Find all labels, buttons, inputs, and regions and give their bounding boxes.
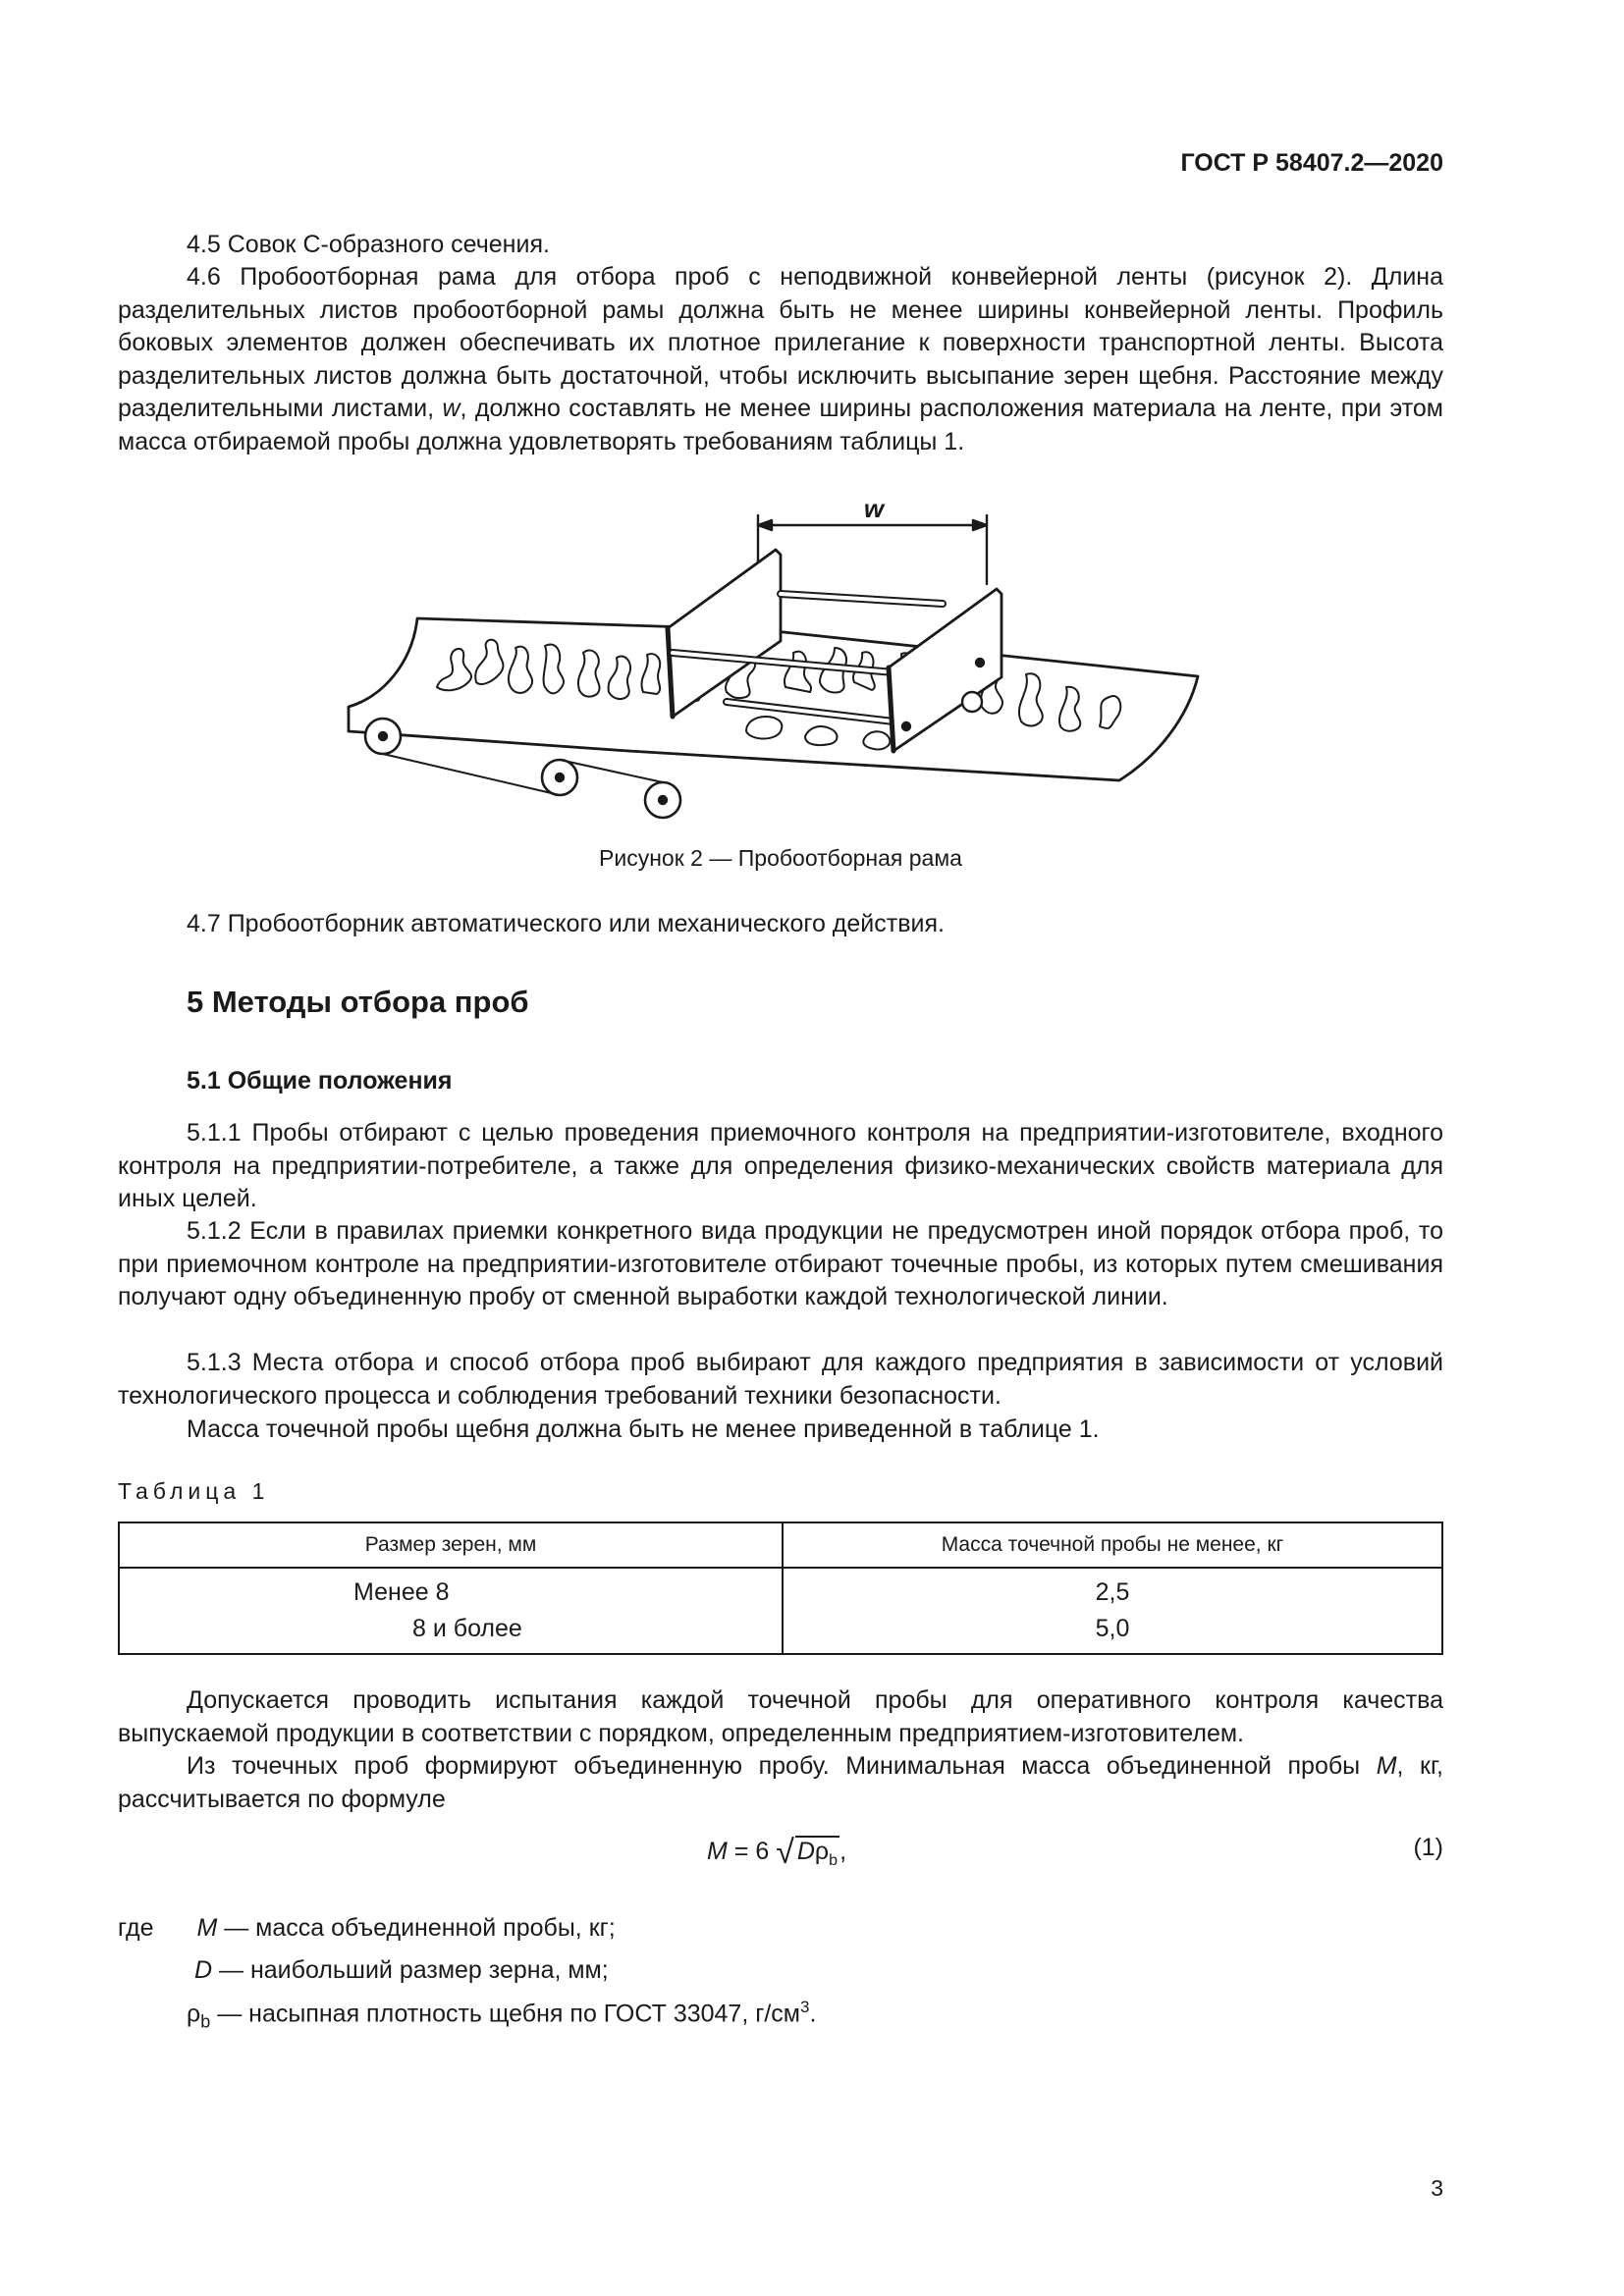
- mass-note: Масса точечной пробы щебня должна быть не менее приведенной в таблице 1.: [187, 1415, 1100, 1443]
- legend-rho-text: — насыпная плотность щебня по ГОСТ 33047, г/см: [210, 2000, 800, 2028]
- formula-rho: ρ: [814, 1838, 830, 1865]
- item-5-1-1: 5.1.1 Пробы отбирают с целью проведения приемочного контроля на предприятии-изготовителе, входного контроля на предприятии-потребителе, а также для определения физико-механических свойств материала для иных целей.: [118, 1119, 1443, 1213]
- figure-caption: Рисунок 2 — Пробоотборная рама: [599, 845, 962, 871]
- item-4-7: 4.7 Пробоотборник автоматического или механического действия.: [187, 910, 945, 937]
- left-plate: [668, 550, 781, 717]
- item-4-6-var: w: [442, 395, 460, 423]
- legend-rho-sup: 3: [799, 1998, 810, 2016]
- subsection-title: 5.1 Общие положения: [187, 1067, 453, 1095]
- legend-rho-sub: b: [200, 2011, 211, 2032]
- table-cell-size: [119, 1568, 783, 1611]
- legend-rho-symbol: ρ: [187, 2000, 201, 2028]
- sampling-frame-figure: [344, 496, 1227, 839]
- legend-rho: [187, 1998, 816, 2032]
- combined-sample-var: M: [1376, 1752, 1397, 1780]
- table-1: [118, 1522, 1443, 1655]
- allowance-paragraph: Допускается проводить испытания каждой точечной пробы для оперативного контроля качества выпускаемой продукции в соответствии с порядком, определенным предприятием-изготовителем.: [118, 1686, 1443, 1747]
- legend-m: [118, 1914, 616, 1943]
- bolt: [976, 659, 984, 667]
- table-cell-size-text: 8 и более: [412, 1615, 522, 1642]
- table-cell-size: [119, 1611, 783, 1654]
- table-cell-mass: 5,0: [783, 1611, 1442, 1654]
- table-header-mass: Масса точечной пробы не менее, кг: [783, 1522, 1442, 1568]
- formula-sqrt: [776, 1834, 839, 1875]
- table-cell-size-text: Менее 8: [353, 1578, 450, 1606]
- formula-d: D: [796, 1838, 815, 1865]
- dimension-arrow-right: [973, 520, 987, 530]
- item-4-6: [118, 261, 1443, 459]
- combined-sample-text: Из точечных проб формируют объединенную пробу. Минимальная масса объединенной пробы: [187, 1752, 1377, 1780]
- table-label: Таблица 1: [118, 1478, 270, 1504]
- formula-eq: = 6: [727, 1838, 770, 1865]
- formula-tail: ,: [839, 1838, 847, 1865]
- table-header-size: Размер зерен, мм: [119, 1522, 783, 1568]
- table-header-row: [119, 1522, 1442, 1568]
- legend-m-text: — масса объединенной пробы, кг;: [217, 1914, 616, 1942]
- legend-d: [194, 1956, 609, 1985]
- rollers: [365, 719, 680, 818]
- standard-code: ГОСТ Р 58407.2—2020: [1180, 149, 1443, 177]
- dimension-arrow-left: [758, 520, 772, 530]
- item-4-6-text: 4.6 Пробоотборная рама для отбора проб с неподвижной конвейерной ленты (рисунок 2). Длина разделительных листов пробоотборной рамы должна быть не менее ширины конвейерной ленты. Профиль боковых элементов должен обеспечивать их плотное прилегание к поверхности транспортной ленты. Высота разделительных листов должна быть достаточной, чтобы исключить высыпание зерен щебня. Расстояние между разделительными листами,: [118, 263, 1443, 423]
- item-5-1-2: 5.1.2 Если в правилах приемки конкретного вида продукции не предусмотрен иной порядок отбора проб, то при приемочном контроле на предприятии-изготовителе отбирают точечные пробы, из которых путем смешивания получают одну объединенную пробу от сменной выработки каждой технологической линии.: [118, 1217, 1443, 1311]
- legend-m-symbol: M: [196, 1914, 218, 1942]
- dimension-label: w: [863, 496, 885, 523]
- item-4-6-end: , должно составлять не менее ширины расположения материала на ленте, при этом масса отбираемой пробы должна удовлетворять требованиям таблицы 1.: [118, 395, 1443, 455]
- legend-where: где: [118, 1914, 154, 1942]
- formula-sub: b: [829, 1852, 839, 1869]
- material-lump-front: [962, 692, 982, 712]
- combined-sample-paragraph: [118, 1750, 1443, 1816]
- formula-lhs: M: [707, 1838, 728, 1865]
- radical-sign: √: [776, 1834, 794, 1871]
- bolt: [902, 722, 910, 730]
- table-row: [119, 1568, 1442, 1611]
- rod-bottom-inner: [727, 702, 893, 721]
- formula-number: (1): [1413, 1834, 1443, 1861]
- table-row: [119, 1611, 1442, 1654]
- section-title: 5 Методы отбора проб: [187, 985, 529, 1019]
- legend-d-symbol: D: [194, 1956, 213, 1984]
- combined-sample-end: , кг, рассчитывается по формуле: [118, 1752, 1444, 1813]
- legend-d-text: — наибольший размер зерна, мм;: [212, 1956, 609, 1984]
- page-number: 3: [1431, 2175, 1443, 2201]
- item-5-1-3: 5.1.3 Места отбора и способ отбора проб выбирают для каждого предприятия в зависимости от условий технологического процесса и соблюдения требований техники безопасности.: [118, 1349, 1443, 1410]
- table-cell-mass: 2,5: [783, 1568, 1442, 1611]
- formula: [707, 1834, 846, 1875]
- legend-rho-end: .: [809, 2000, 817, 2028]
- formula-radicand: [795, 1836, 839, 1875]
- item-4-5: 4.5 Совок С-образного сечения.: [187, 231, 550, 258]
